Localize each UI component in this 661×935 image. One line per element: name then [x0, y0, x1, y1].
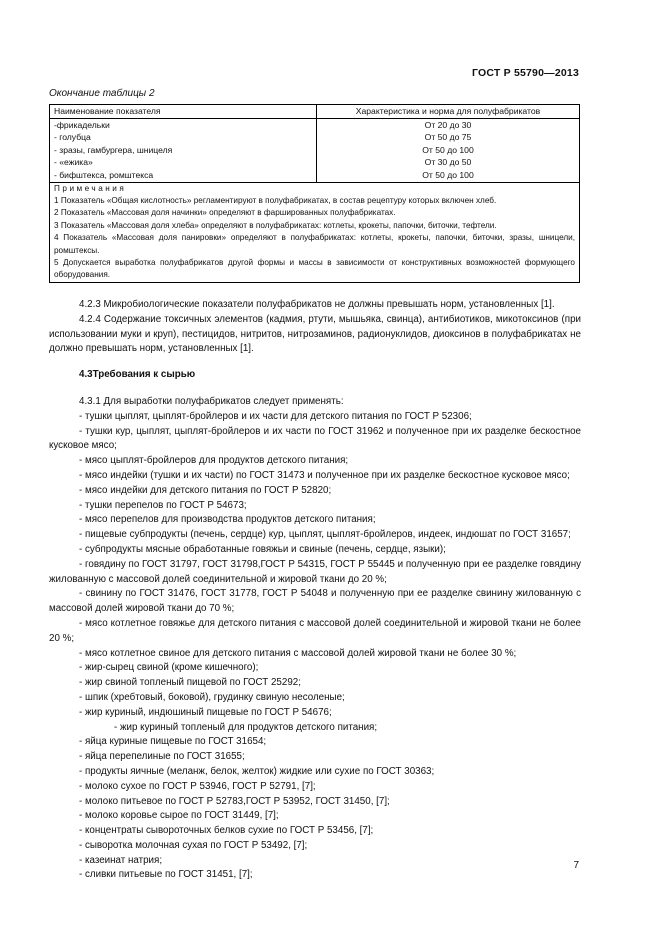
- table-row-name: - голубца: [54, 132, 91, 143]
- list-item: - мясо индейки для детского питания по ГОСТ Р 52820;: [79, 484, 332, 496]
- table-notes-cell: [50, 182, 580, 282]
- paragraph-4-3-1: 4.3.1 Для выработки полуфабрикатов следует применять:: [79, 395, 344, 407]
- list-item: - жир-сырец свиной (кроме кишечного);: [79, 662, 259, 674]
- list-item: - мясо котлетное говяжье для детского питания с массовой долей соединительной и жировой ткани не более 20 %;: [49, 617, 581, 644]
- list-item: - мясо котлетное свиное для детского питания с массовой долей жировой ткани не более 30 %;: [79, 647, 517, 659]
- indicators-table: [49, 104, 580, 283]
- table-row-name: -фрикадельки: [54, 119, 110, 130]
- table-row-value: От 20 до 30: [424, 119, 472, 130]
- list-item: - шпик (хребтовый, боковой), грудинку свиную несоленые;: [79, 691, 345, 703]
- note-item: 5 Допускается выработка полуфабрикатов другой формы и массы в зависимости от конструктивных возможностей формующего оборудования.: [54, 258, 575, 280]
- list-item: - пищевые субпродукты (печень, сердце) кур, цыплят, цыплят-бройлеров, индеек, индюшат по ГОСТ 31657;: [79, 529, 571, 541]
- list-item: - яйца перепелиные по ГОСТ 31655;: [79, 751, 245, 763]
- note-item: 2 Показатель «Массовая доля начинки» определяют в фаршированных полуфабрикатах.: [54, 208, 396, 218]
- list-item-indented: - жир куриный топленый для продуктов детского питания;: [114, 721, 378, 733]
- table-header-name: Наименование показателя: [50, 105, 317, 119]
- table-names-cell: [50, 118, 317, 182]
- list-item: - молоко сухое по ГОСТ Р 53946, ГОСТ Р 52791, [7];: [79, 780, 316, 792]
- note-item: 4 Показатель «Массовая доля панировки» определяют в полуфабрикатах: котлеты, крокеты, папочки, биточки, зразы, шницели, ромштексы.: [54, 233, 575, 255]
- list-item: - продукты яичные (меланж, белок, желток) жидкие или сухие по ГОСТ 30363;: [79, 765, 435, 777]
- list-item: - молоко коровье сырое по ГОСТ 31449, [7];: [79, 810, 279, 822]
- note-item: 1 Показатель «Общая кислотность» регламентируют в полуфабрикатах, в состав рецептуру которых включен хлеб.: [54, 195, 497, 205]
- paragraph-4-2-3: 4.2.3 Микробиологические показатели полуфабрикатов не должны превышать норм, установленных [1].: [79, 299, 555, 310]
- page-number: 7: [573, 860, 579, 871]
- table-continuation-caption: Окончание таблицы 2: [49, 88, 155, 99]
- list-item: - тушки цыплят, цыплят-бройлеров и их части для детского питания по ГОСТ Р 52306;: [79, 410, 472, 422]
- list-item: - молоко питьевое по ГОСТ Р 52783,ГОСТ Р 53952, ГОСТ 31450, [7];: [79, 795, 390, 807]
- list-item: - жир куриный, индюшиный пищевые по ГОСТ Р 54676;: [79, 706, 332, 718]
- table-row-value: От 50 до 75: [424, 132, 472, 143]
- section-heading-4-3: 4.3Требования к сырью: [79, 369, 196, 381]
- list-item: - мясо индейки (тушки и их части) по ГОСТ 31473 и полученное при их разделке бескостное кусковое мясо;: [79, 469, 570, 481]
- note-item: 3 Показатель «Массовая доля хлеба» определяют в полуфабрикатах: котлеты, крокеты, папочки, биточки, тефтели.: [54, 220, 497, 230]
- document-body: [49, 298, 581, 883]
- table-row-name: - бифштекса, ромштекса: [54, 169, 154, 180]
- list-item: - тушки перепелов по ГОСТ Р 54673;: [79, 499, 247, 511]
- table-header-value: Характеристика и норма для полуфабрикатов: [317, 105, 580, 119]
- list-item: - сыворотка молочная сухая по ГОСТ Р 53492, [7];: [79, 839, 308, 851]
- list-item: - мясо цыплят-бройлеров для продуктов детского питания;: [79, 455, 349, 467]
- list-item: - жир свиной топленый пищевой по ГОСТ 25292;: [79, 677, 301, 689]
- list-item: - свинину по ГОСТ 31476, ГОСТ 31778, ГОСТ Р 54048 и полученную при ее разделке свинину жилованную с массовой долей жировой ткани до 70 %;: [49, 588, 581, 615]
- list-item: - концентраты сывороточных белков сухие по ГОСТ Р 53456, [7];: [79, 825, 374, 837]
- table-row-name: - зразы, гамбургера, шницеля: [54, 144, 173, 155]
- table-notes-row: [50, 182, 580, 282]
- list-item: - тушки кур, цыплят, цыплят-бройлеров и их части по ГОСТ 31962 и полученное при их разделке бескостное кусковое мясо;: [49, 425, 581, 452]
- table-row-value: От 30 до 50: [424, 157, 472, 168]
- table-data-row: [50, 118, 580, 182]
- list-item: - сливки питьевые по ГОСТ 31451, [7];: [79, 869, 253, 881]
- notes-title: Примечания: [54, 183, 127, 193]
- list-item: - мясо перепелов для производства продуктов детского питания;: [79, 514, 376, 526]
- table-values-cell: [317, 118, 580, 182]
- list-item: - казеинат натрия;: [79, 854, 163, 866]
- list-item: - говядину по ГОСТ 31797, ГОСТ 31798,ГОСТ Р 54315, ГОСТ Р 55445 и полученную при ее разделке говядину жилованную с массовой долей соединительной и жировой ткани до 20 %;: [49, 558, 581, 585]
- table-row-value: От 50 до 100: [422, 144, 474, 155]
- list-item: - яйца куриные пищевые по ГОСТ 31654;: [79, 736, 267, 748]
- table-header-row: [50, 105, 580, 119]
- document-code-header: ГОСТ Р 55790—2013: [471, 67, 579, 79]
- table-row-name: - «ежика»: [54, 157, 93, 168]
- list-item: - субпродукты мясные обработанные говяжьи и свиные (печень, сердце, языки);: [79, 543, 446, 555]
- table-row-value: От 50 до 100: [422, 169, 474, 180]
- paragraph-4-2-4: 4.2.4 Содержание токсичных элементов (кадмия, ртути, мышьяка, свинца), антибиотиков, микотоксинов (при использовании муки и круп), пестицидов, нитритов, нитрозаминов, радионуклидов, диоксинов в полуфабрикатах не должно превышать норм, установленных [1].: [49, 313, 581, 355]
